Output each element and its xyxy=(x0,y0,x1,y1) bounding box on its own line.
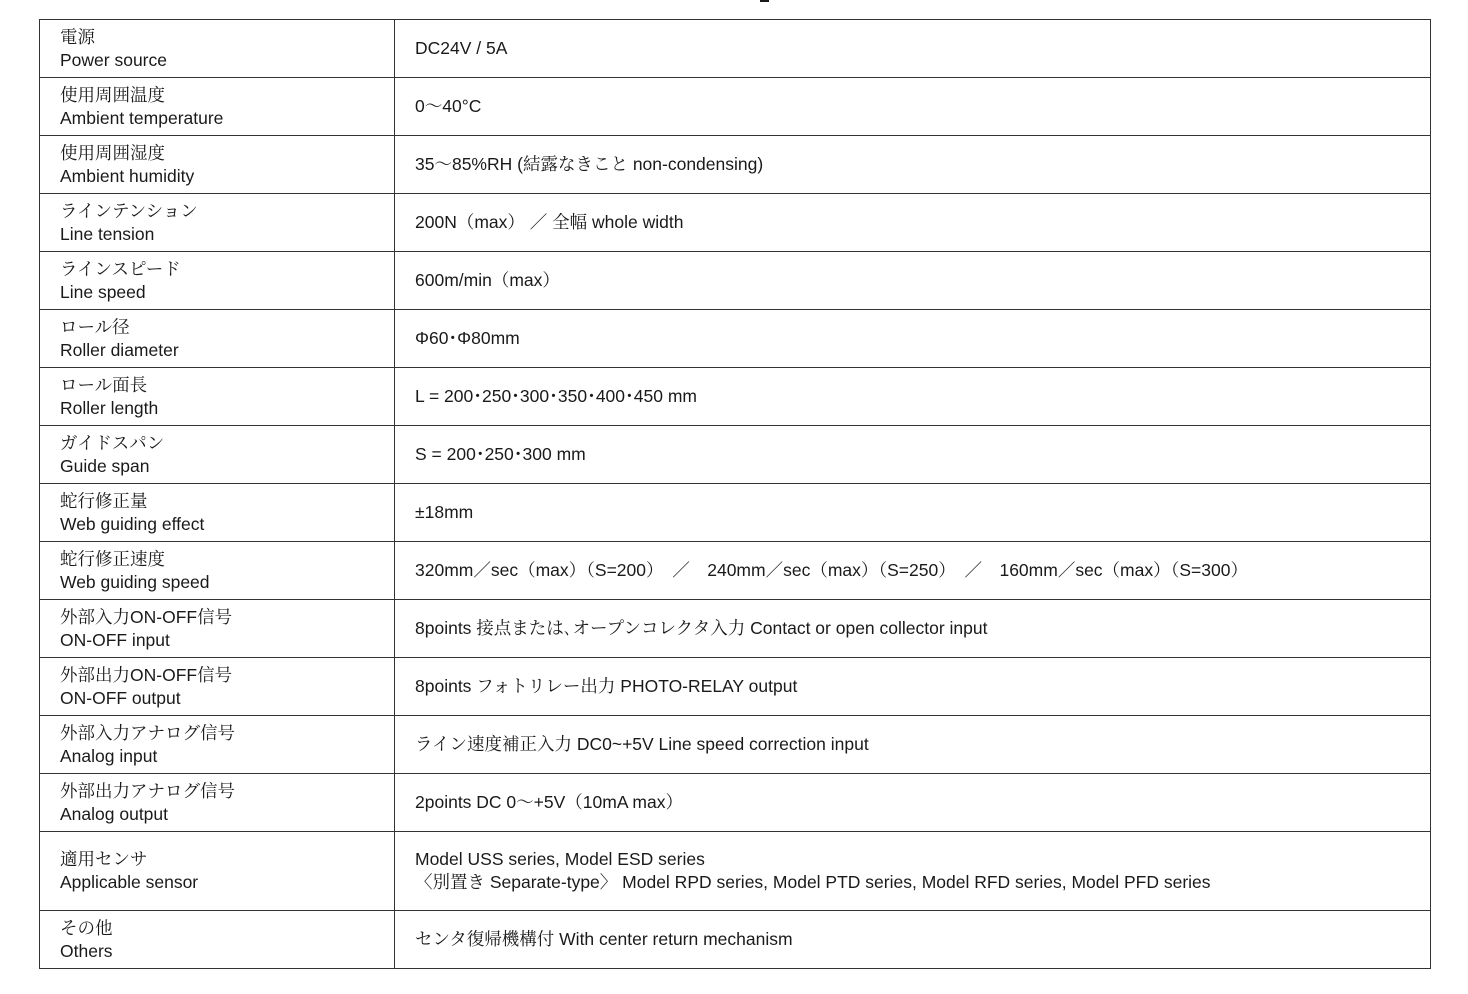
table-row xyxy=(40,194,1431,252)
spec-label xyxy=(40,20,395,78)
label-ja: 適用センサ xyxy=(60,849,148,869)
spec-value: 200N（max） ／ 全幅 whole width xyxy=(395,194,1431,252)
spec-label xyxy=(40,78,395,136)
label-en: Analog input xyxy=(60,745,158,766)
spec-label xyxy=(40,426,395,484)
label-en: ON-OFF input xyxy=(60,629,170,650)
spec-value: Φ60･Φ80mm xyxy=(395,310,1431,368)
table-row xyxy=(40,20,1431,78)
label-en: Line speed xyxy=(60,281,146,302)
spec-value: センタ復帰機構付 With center return mechanism xyxy=(395,911,1431,969)
label-ja: 電源 xyxy=(60,26,95,47)
spec-label xyxy=(40,252,395,310)
label-ja: 外部出力アナログ信号 xyxy=(60,780,235,801)
spec-label xyxy=(40,832,395,911)
label-en: Analog output xyxy=(60,803,169,824)
label-ja: ガイドスパン xyxy=(60,432,165,453)
spec-value: 35〜85%RH (結露なきこと non-condensing) xyxy=(395,136,1431,194)
label-en: ON-OFF output xyxy=(60,687,181,708)
spec-value: L = 200･250･300･350･400･450 mm xyxy=(395,368,1431,426)
table-row xyxy=(40,911,1431,969)
label-en: Ambient temperature xyxy=(60,107,224,128)
spec-value: S = 200･250･300 mm xyxy=(395,426,1431,484)
table-row xyxy=(40,426,1431,484)
spec-label xyxy=(40,542,395,600)
label-ja: 外部出力ON-OFF信号 xyxy=(60,664,233,685)
label-ja: 外部入力ON-OFF信号 xyxy=(60,606,233,627)
spec-value: 600m/min（max） xyxy=(395,252,1431,310)
label-ja: ロール径 xyxy=(60,316,130,337)
spec-label xyxy=(40,136,395,194)
spec-value: 320mm／sec（max）（S=200） ／ 240mm／sec（max）（S=250） ／ 160mm／sec（max）（S=300） xyxy=(395,542,1431,600)
spec-label xyxy=(40,194,395,252)
spec-label xyxy=(40,658,395,716)
table-row xyxy=(40,310,1431,368)
spec-label xyxy=(40,600,395,658)
table-row xyxy=(40,658,1431,716)
table-row xyxy=(40,252,1431,310)
label-ja: ロール面長 xyxy=(60,374,148,395)
spec-label xyxy=(40,716,395,774)
label-en: Ambient humidity xyxy=(60,165,195,186)
label-ja: 蛇行修正速度 xyxy=(60,548,165,569)
spec-label xyxy=(40,774,395,832)
label-en: Guide span xyxy=(60,455,150,476)
spec-value: ±18mm xyxy=(395,484,1431,542)
value-line: 〈別置き Separate-type〉 Model RPD series, Model PTD series, Model RFD series, Model PFD series xyxy=(415,872,1211,892)
spec-value: DC24V / 5A xyxy=(395,20,1431,78)
label-ja: ラインテンション xyxy=(60,200,198,221)
label-en: Power source xyxy=(60,49,167,70)
spec-value xyxy=(395,832,1431,911)
label-en: Applicable sensor xyxy=(60,872,199,892)
label-ja: 蛇行修正量 xyxy=(60,490,148,511)
spec-label xyxy=(40,368,395,426)
table-row xyxy=(40,716,1431,774)
spec-label xyxy=(40,484,395,542)
label-en: Web guiding effect xyxy=(60,513,205,534)
table-row xyxy=(40,600,1431,658)
spec-table xyxy=(39,19,1431,969)
label-ja: 使用周囲温度 xyxy=(60,84,165,105)
table-row xyxy=(40,832,1431,911)
spec-value: 2points DC 0〜+5V（10mA max） xyxy=(395,774,1431,832)
table-row xyxy=(40,542,1431,600)
spec-label xyxy=(40,310,395,368)
label-en: Others xyxy=(60,940,113,961)
table-row xyxy=(40,136,1431,194)
label-ja: 使用周囲湿度 xyxy=(60,142,165,163)
label-en: Roller length xyxy=(60,397,159,418)
label-ja: 外部入力アナログ信号 xyxy=(60,722,235,743)
table-row xyxy=(40,78,1431,136)
spec-value: 8points フォトリレー出力 PHOTO-RELAY output xyxy=(395,658,1431,716)
spec-value: 0〜40°C xyxy=(395,78,1431,136)
table-row xyxy=(40,484,1431,542)
spec-label xyxy=(40,911,395,969)
spec-value: ライン速度補正入力 DC0~+5V Line speed correction input xyxy=(395,716,1431,774)
spec-value: 8points 接点または､オープンコレクタ入力 Contact or open collector input xyxy=(395,600,1431,658)
label-en: Web guiding speed xyxy=(60,571,210,592)
table-row xyxy=(40,774,1431,832)
title-fragment xyxy=(760,0,769,2)
label-en: Roller diameter xyxy=(60,339,179,360)
label-ja: ラインスピード xyxy=(60,258,181,279)
table-row xyxy=(40,368,1431,426)
label-ja: その他 xyxy=(60,917,113,938)
label-en: Line tension xyxy=(60,223,155,244)
value-line: Model USS series, Model ESD series xyxy=(415,849,705,869)
